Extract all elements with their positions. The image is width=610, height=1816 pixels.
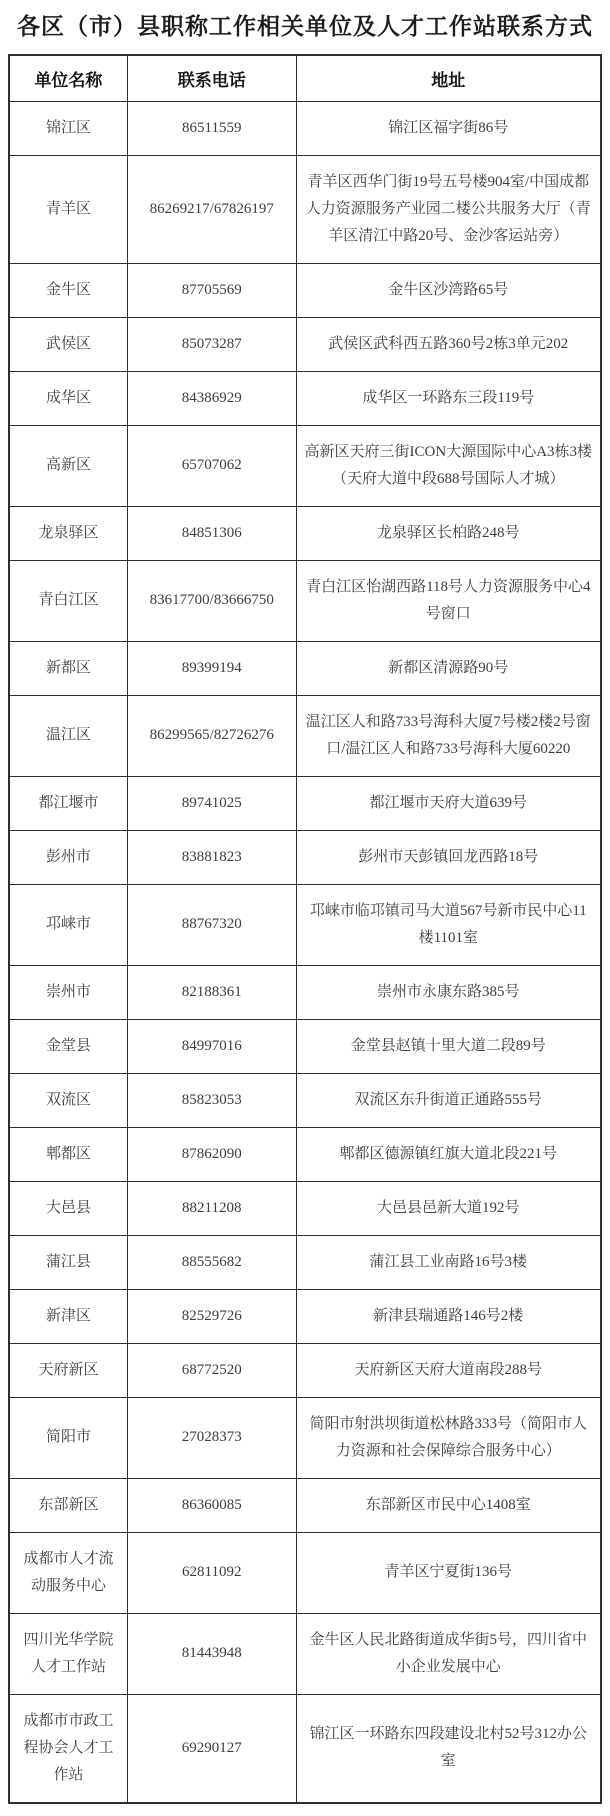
header-address: 地址 (296, 55, 601, 102)
address-cell: 简阳市射洪坝街道松林路333号（简阳市人力资源和社会保障综合服务中心） (296, 1397, 601, 1478)
header-unit-name: 单位名称 (9, 55, 127, 102)
address-cell: 彭州市天彭镇回龙西路18号 (296, 830, 601, 884)
phone-cell: 62811092 (127, 1532, 296, 1613)
table-row (9, 425, 601, 506)
unit-name-cell: 天府新区 (9, 1343, 127, 1397)
phone-cell: 87862090 (127, 1127, 296, 1181)
table-row (9, 155, 601, 263)
phone-cell: 87705569 (127, 263, 296, 317)
table-row (9, 1181, 601, 1235)
unit-name-cell: 武侯区 (9, 317, 127, 371)
address-cell: 金牛区人民北路街道成华街5号，四川省中小企业发展中心 (296, 1613, 601, 1694)
unit-name-cell: 金牛区 (9, 263, 127, 317)
unit-name-cell: 金堂县 (9, 1019, 127, 1073)
page-title: 各区（市）县职称工作相关单位及人才工作站联系方式 (17, 14, 593, 39)
unit-name-cell: 新津区 (9, 1289, 127, 1343)
phone-cell: 27028373 (127, 1397, 296, 1478)
unit-name-cell: 邛崃市 (9, 884, 127, 965)
unit-name-cell: 四川光华学院人才工作站 (9, 1613, 127, 1694)
unit-name-cell: 简阳市 (9, 1397, 127, 1478)
address-cell: 新都区清源路90号 (296, 641, 601, 695)
address-cell: 邛崃市临邛镇司马大道567号新市民中心11楼1101室 (296, 884, 601, 965)
address-cell: 青羊区宁夏街136号 (296, 1532, 601, 1613)
phone-cell: 84386929 (127, 371, 296, 425)
address-cell: 都江堰市天府大道639号 (296, 776, 601, 830)
address-cell: 新津县瑞通路146号2楼 (296, 1289, 601, 1343)
address-cell: 东部新区市民中心1408室 (296, 1478, 601, 1532)
table-row (9, 776, 601, 830)
phone-cell: 86511559 (127, 101, 296, 155)
table-row (9, 641, 601, 695)
table-row (9, 884, 601, 965)
table-row (9, 1127, 601, 1181)
address-cell: 武侯区武科西五路360号2栋3单元202 (296, 317, 601, 371)
unit-name-cell: 蒲江县 (9, 1235, 127, 1289)
unit-name-cell: 龙泉驿区 (9, 506, 127, 560)
unit-name-cell: 锦江区 (9, 101, 127, 155)
table-row (9, 1073, 601, 1127)
unit-name-cell: 彭州市 (9, 830, 127, 884)
phone-cell: 85823053 (127, 1073, 296, 1127)
phone-cell: 65707062 (127, 425, 296, 506)
unit-name-cell: 双流区 (9, 1073, 127, 1127)
unit-name-cell: 都江堰市 (9, 776, 127, 830)
table-row (9, 1478, 601, 1532)
table-row (9, 1397, 601, 1478)
address-cell: 青白江区怡湖西路118号人力资源服务中心4号窗口 (296, 560, 601, 641)
address-cell: 锦江区一环路东四段建设北村52号312办公室 (296, 1694, 601, 1803)
unit-name-cell: 成都市市政工程协会人才工作站 (9, 1694, 127, 1803)
table-body (9, 101, 601, 1803)
table-row (9, 560, 601, 641)
phone-cell: 86360085 (127, 1478, 296, 1532)
address-cell: 崇州市永康东路385号 (296, 965, 601, 1019)
phone-cell: 83881823 (127, 830, 296, 884)
unit-name-cell: 崇州市 (9, 965, 127, 1019)
header-phone: 联系电话 (127, 55, 296, 102)
address-cell: 龙泉驿区长柏路248号 (296, 506, 601, 560)
address-cell: 青羊区西华门街19号五号楼904室/中国成都人力资源服务产业园二楼公共服务大厅（青羊区清江中路20号、金沙客运站旁） (296, 155, 601, 263)
address-cell: 大邑县邑新大道192号 (296, 1181, 601, 1235)
contact-table (8, 54, 602, 1804)
phone-cell: 89399194 (127, 641, 296, 695)
phone-cell: 89741025 (127, 776, 296, 830)
address-cell: 蒲江县工业南路16号3楼 (296, 1235, 601, 1289)
address-cell: 金牛区沙湾路65号 (296, 263, 601, 317)
unit-name-cell: 郫都区 (9, 1127, 127, 1181)
phone-cell: 84851306 (127, 506, 296, 560)
unit-name-cell: 东部新区 (9, 1478, 127, 1532)
table-header-row (9, 55, 601, 102)
unit-name-cell: 温江区 (9, 695, 127, 776)
table-row (9, 1343, 601, 1397)
table-row (9, 1289, 601, 1343)
phone-cell: 82188361 (127, 965, 296, 1019)
table-row (9, 371, 601, 425)
table-row (9, 101, 601, 155)
phone-cell: 82529726 (127, 1289, 296, 1343)
unit-name-cell: 成华区 (9, 371, 127, 425)
table-row (9, 1694, 601, 1803)
phone-cell: 84997016 (127, 1019, 296, 1073)
phone-cell: 68772520 (127, 1343, 296, 1397)
table-row (9, 506, 601, 560)
address-cell: 双流区东升街道正通路555号 (296, 1073, 601, 1127)
phone-cell: 86299565/82726276 (127, 695, 296, 776)
unit-name-cell: 新都区 (9, 641, 127, 695)
table-row (9, 263, 601, 317)
unit-name-cell: 成都市人才流动服务中心 (9, 1532, 127, 1613)
address-cell: 成华区一环路东三段119号 (296, 371, 601, 425)
table-row (9, 1613, 601, 1694)
address-cell: 金堂县赵镇十里大道二段89号 (296, 1019, 601, 1073)
table-row (9, 317, 601, 371)
table-header (9, 55, 601, 102)
table-row (9, 1235, 601, 1289)
address-cell: 温江区人和路733号海科大厦7号楼2楼2号窗口/温江区人和路733号海科大厦60220 (296, 695, 601, 776)
table-row (9, 695, 601, 776)
phone-cell: 88211208 (127, 1181, 296, 1235)
phone-cell: 88555682 (127, 1235, 296, 1289)
phone-cell: 86269217/67826197 (127, 155, 296, 263)
address-cell: 高新区天府三街ICON大源国际中心A3栋3楼（天府大道中段688号国际人才城） (296, 425, 601, 506)
phone-cell: 81443948 (127, 1613, 296, 1694)
unit-name-cell: 青羊区 (9, 155, 127, 263)
unit-name-cell: 高新区 (9, 425, 127, 506)
table-row (9, 830, 601, 884)
phone-cell: 88767320 (127, 884, 296, 965)
address-cell: 锦江区福字街86号 (296, 101, 601, 155)
table-row (9, 1532, 601, 1613)
table-row (9, 1019, 601, 1073)
phone-cell: 83617700/83666750 (127, 560, 296, 641)
phone-cell: 85073287 (127, 317, 296, 371)
unit-name-cell: 大邑县 (9, 1181, 127, 1235)
address-cell: 郫都区德源镇红旗大道北段221号 (296, 1127, 601, 1181)
phone-cell: 69290127 (127, 1694, 296, 1803)
address-cell: 天府新区天府大道南段288号 (296, 1343, 601, 1397)
table-row (9, 965, 601, 1019)
unit-name-cell: 青白江区 (9, 560, 127, 641)
